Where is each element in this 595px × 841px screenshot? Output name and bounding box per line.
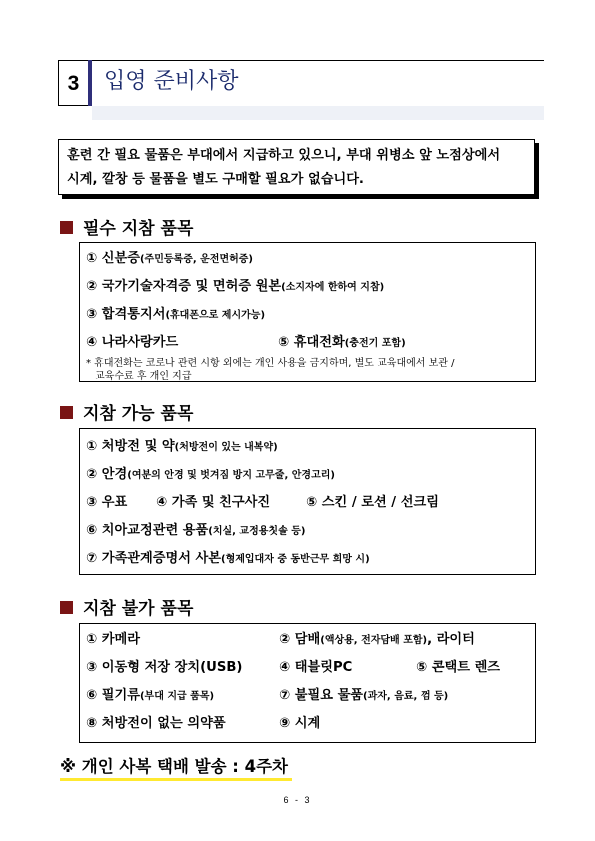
optional-item-2: ② 안경(여분의 안경 및 벗겨짐 방지 고무줄, 안경고리) [86, 467, 335, 482]
square-bullet-icon [60, 406, 73, 419]
optional-item-7: ⑦ 가족관계증명서 사본(형제입대자 중 동반근무 희망 시) [86, 551, 370, 566]
square-bullet-icon [60, 221, 73, 234]
header-shade [92, 106, 544, 120]
required-note-1: * 휴대전화는 코로나 관련 시항 외에는 개인 사용을 금지하며, 별도 교육대에서 보관 / [86, 358, 455, 369]
optional-item-4: ④ 가족 및 친구사진 [156, 495, 271, 510]
required-item-2: ② 국가기술자격증 및 면허증 원본(소지자에 한하여 지참) [86, 279, 385, 294]
required-item-4: ④ 나라사랑카드 [86, 335, 179, 350]
notice-box [58, 139, 535, 195]
optional-title: 지참 가능 품목 [83, 404, 194, 424]
prohibited-item-2: ② 담배(액상용, 전자담배 포함), 라이터 [279, 632, 475, 647]
required-note-2: 교육수료 후 개인 지급 [95, 371, 192, 382]
section-header [58, 60, 544, 106]
notice-line-2: 시계, 깔창 등 물품을 별도 구매할 필요가 없습니다. [67, 172, 364, 187]
required-heading [60, 218, 193, 240]
required-item-5: ⑤ 휴대전화(충전기 포함) [278, 335, 406, 350]
optional-items-box [79, 428, 536, 575]
prohibited-row-1 [86, 626, 529, 654]
prohibited-item-9: ⑨ 시계 [279, 716, 321, 731]
prohibited-item-4: ④ 태블릿PC [279, 660, 353, 675]
optional-item-3-5 [86, 489, 529, 517]
optional-item-1: ① 처방전 및 약(처방전이 있는 내복약) [86, 439, 278, 454]
page-number: 6 - 3 [283, 795, 312, 805]
optional-item-5: ⑤ 스킨 / 로션 / 선크림 [306, 495, 439, 510]
prohibited-item-7: ⑦ 불필요 물품(과자, 음료, 껌 등) [279, 688, 449, 703]
required-item-4-5 [86, 329, 529, 357]
section-title: 입영 준비사항 [92, 60, 544, 106]
required-title: 필수 지참 품목 [83, 219, 194, 239]
notice-line-1: 훈련 간 필요 물품은 부대에서 지급하고 있으니, 부대 위병소 앞 노점상에서 [67, 148, 501, 163]
prohibited-item-1: ① 카메라 [86, 632, 140, 647]
prohibited-item-5: ⑤ 콘택트 렌즈 [416, 660, 501, 675]
required-item-1: ① 신분증(주민등록증, 운전면허증) [86, 251, 254, 266]
prohibited-item-8: ⑧ 처방전이 없는 의약품 [86, 716, 226, 731]
required-items-box [79, 242, 536, 382]
prohibited-row-3 [86, 682, 529, 710]
optional-item-6: ⑥ 치아교정관련 용품(치실, 교정용칫솔 등) [86, 523, 306, 538]
prohibited-heading [60, 598, 193, 620]
prohibited-item-3: ③ 이동형 저장 장치(USB) [86, 660, 243, 675]
prohibited-items-box [79, 623, 536, 743]
prohibited-row-4 [86, 710, 529, 738]
prohibited-row-2 [86, 654, 529, 682]
section-number: 3 [58, 60, 88, 106]
optional-item-3: ③ 우표 [86, 495, 128, 510]
prohibited-title: 지참 불가 품목 [83, 599, 194, 619]
prohibited-item-6: ⑥ 필기류(부대 지급 품목) [86, 688, 215, 703]
optional-heading [60, 403, 193, 425]
parcel-shipping-note: ※ 개인 사복 택배 발송 : 4주차 [60, 756, 292, 781]
required-item-3: ③ 합격통지서(휴대폰으로 제시가능) [86, 307, 266, 322]
square-bullet-icon [60, 601, 73, 614]
